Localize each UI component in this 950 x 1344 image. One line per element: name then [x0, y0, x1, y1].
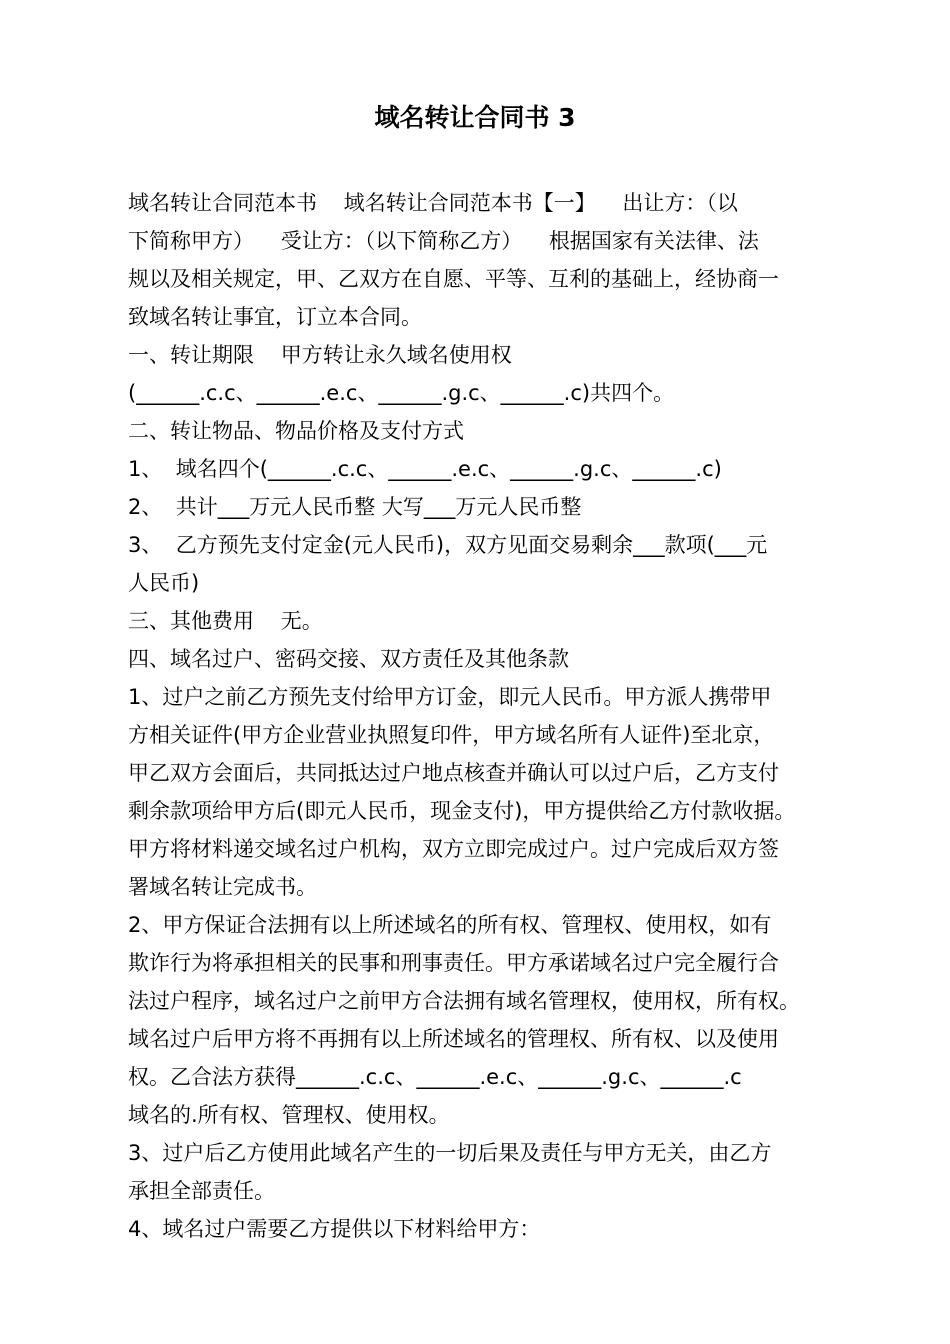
section-heading: 四、域名过户、密码交接、双方责任及其他条款 [128, 647, 569, 671]
body-line: 甲方将材料递交域名过户机构，双方立即完成过户。过户完成后双方签 [128, 837, 779, 861]
body-line: 域名过户后甲方将不再拥有以上所述域名的管理权、所有权、以及使用 [128, 1027, 779, 1051]
body-line: (______.c.c、______.e.c、______.g.c、______.c)共四个。 [128, 381, 675, 405]
body-line: 域名转让合同范本书 域名转让合同范本书【一】 出让方：（以 [128, 191, 738, 215]
list-item: 4、域名过户需要乙方提供以下材料给甲方： [128, 1217, 541, 1241]
body-line: 权。乙合法方获得______.c.c、______.e.c、______.g.c、______.c [128, 1065, 742, 1089]
body-line: 剩余款项给甲方后(即元人民币，现金支付)，甲方提供给乙方付款收据。 [128, 799, 796, 823]
list-item: 3、过户后乙方使用此域名产生的一切后果及责任与甲方无关，由乙方 [128, 1141, 772, 1165]
body-line: 承担全部责任。 [128, 1179, 275, 1203]
body-line: 欺诈行为将承担相关的民事和刑事责任。甲方承诺域名过户完全履行合 [128, 951, 779, 975]
list-item: 1、过户之前乙方预先支付给甲方订金，即元人民币。甲方派人携带甲 [128, 685, 772, 709]
list-item: 1、 域名四个(______.c.c、______.e.c、______.g.c、______.c) [128, 457, 722, 481]
body-line: 规以及相关规定，甲、乙双方在自愿、平等、互利的基础上，经协商一 [128, 267, 779, 291]
body-line: 方相关证件(甲方企业营业执照复印件，甲方域名所有人证件)至北京， [128, 723, 775, 747]
section-heading: 一、转让期限 甲方转让永久域名使用权 [128, 343, 512, 367]
body-line: 致域名转让事宜，订立本合同。 [128, 305, 422, 329]
body-line: 署域名转让完成书。 [128, 875, 317, 899]
section-heading: 二、转让物品、物品价格及支付方式 [128, 419, 464, 443]
body-line: 人民币) [128, 571, 200, 595]
body-line: 甲乙双方会面后，共同抵达过户地点核查并确认可以过户后，乙方支付 [128, 761, 779, 785]
body-line: 下简称甲方） 受让方：（以下简称乙方） 根据国家有关法律、法 [128, 229, 759, 253]
section-heading: 三、其他费用 无。 [128, 609, 323, 633]
document-title: 域名转让合同书 3 [374, 103, 576, 132]
body-line: 法过户程序，域名过户之前甲方合法拥有域名管理权，使用权，所有权。 [128, 989, 800, 1013]
list-item: 2、 共计___万元人民币整 大写___万元人民币整 [128, 495, 582, 519]
list-item: 2、甲方保证合法拥有以上所述域名的所有权、管理权、使用权，如有 [128, 913, 772, 937]
body-line: 域名的.所有权、管理权、使用权。 [128, 1103, 450, 1127]
list-item: 3、 乙方预先支付定金(元人民币)，双方见面交易剩余___款项(___元 [128, 533, 768, 557]
